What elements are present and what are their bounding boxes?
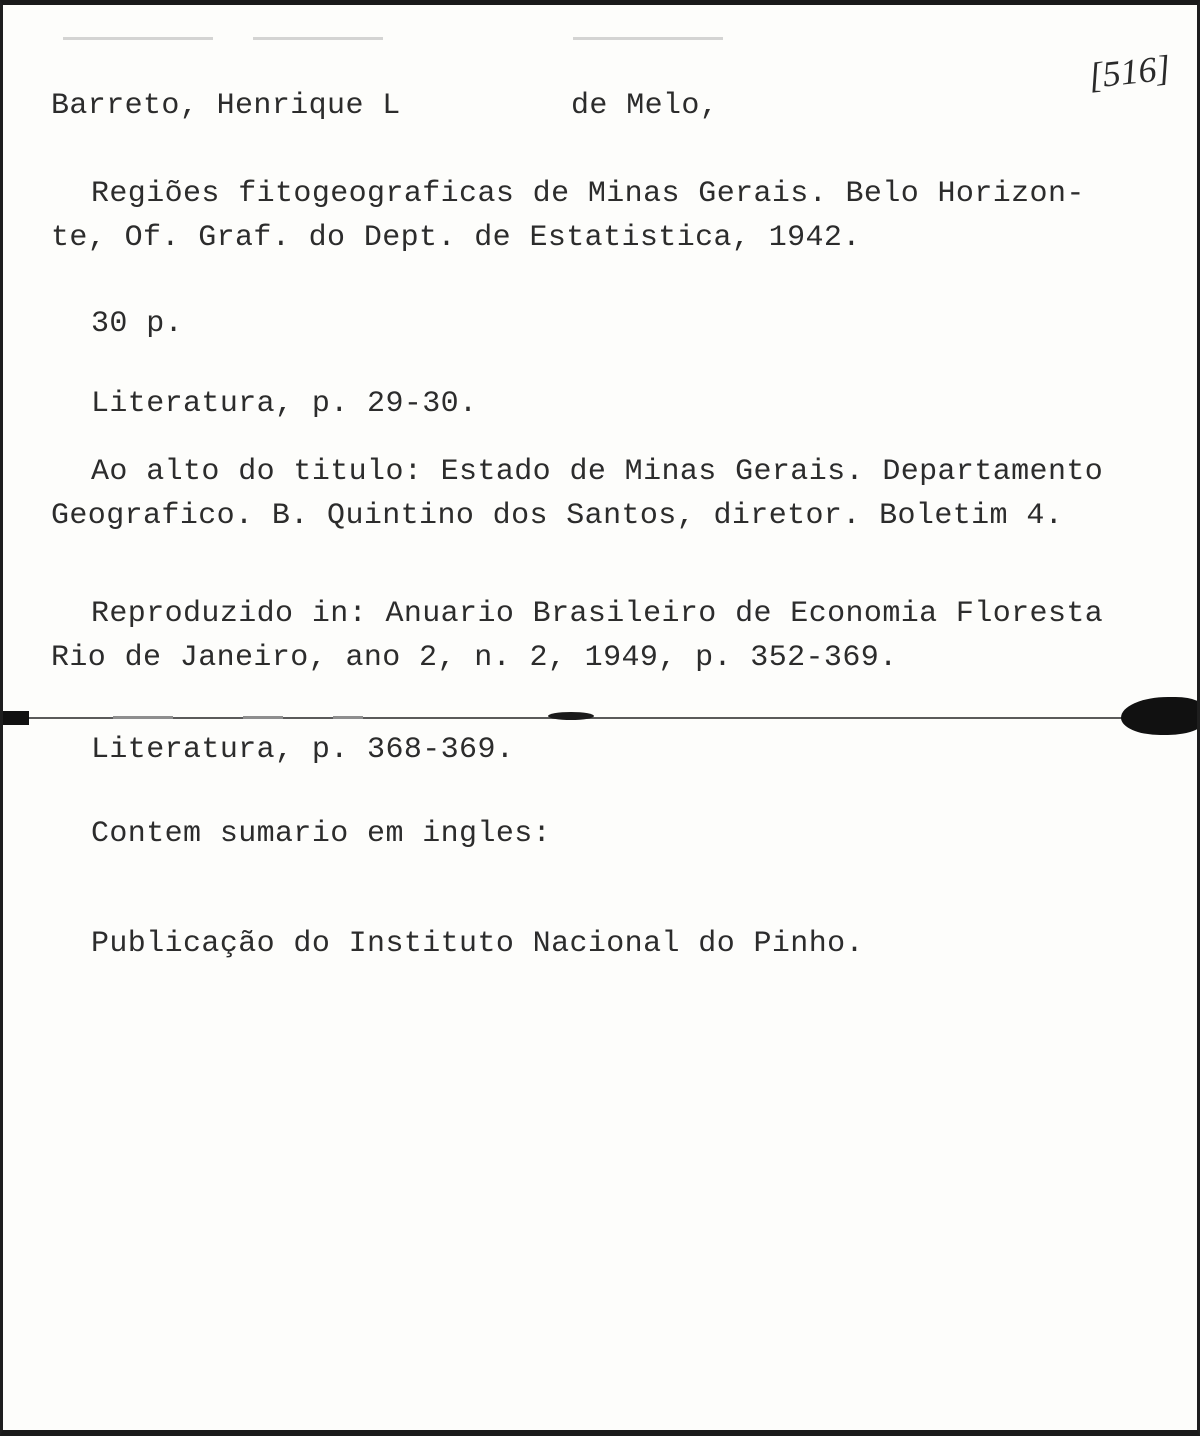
author-rest: de Melo, <box>571 89 719 123</box>
call-number: [516] <box>1086 47 1173 96</box>
author-surname: Barreto, Henrique L <box>51 89 401 123</box>
fold-line <box>3 717 1200 719</box>
card-notch <box>3 711 29 725</box>
pagination: 30 p. <box>91 307 184 341</box>
reproduction-note-line-1: Reproduzido in: Anuario Brasileiro de Economia Floresta <box>91 597 1104 631</box>
title-line-1: Regiões fitogeograficas de Minas Gerais. Belo Horizon- <box>91 177 1085 211</box>
bibliography-note-2: Literatura, p. 368-369. <box>91 733 515 767</box>
fold-mark <box>113 716 173 719</box>
fold-mark <box>243 716 283 719</box>
ink-blot <box>548 712 594 720</box>
ink-blot <box>1121 697 1200 735</box>
smudge-mark <box>63 37 213 40</box>
fold-mark <box>333 716 363 719</box>
smudge-mark <box>573 37 723 40</box>
publisher-note: Publicação do Instituto Nacional do Pinho. <box>91 927 864 961</box>
smudge-mark <box>253 37 383 40</box>
summary-note: Contem sumario em ingles: <box>91 817 552 851</box>
series-note-line-2: Geografico. B. Quintino dos Santos, diretor. Boletim 4. <box>51 499 1064 533</box>
title-line-2: te, Of. Graf. do Dept. de Estatistica, 1942. <box>51 221 861 255</box>
series-note-line-1: Ao alto do titulo: Estado de Minas Gerais. Departamento <box>91 455 1104 489</box>
bibliography-note: Literatura, p. 29-30. <box>91 387 478 421</box>
reproduction-note-line-2: Rio de Janeiro, ano 2, n. 2, 1949, p. 352-369. <box>51 641 898 675</box>
